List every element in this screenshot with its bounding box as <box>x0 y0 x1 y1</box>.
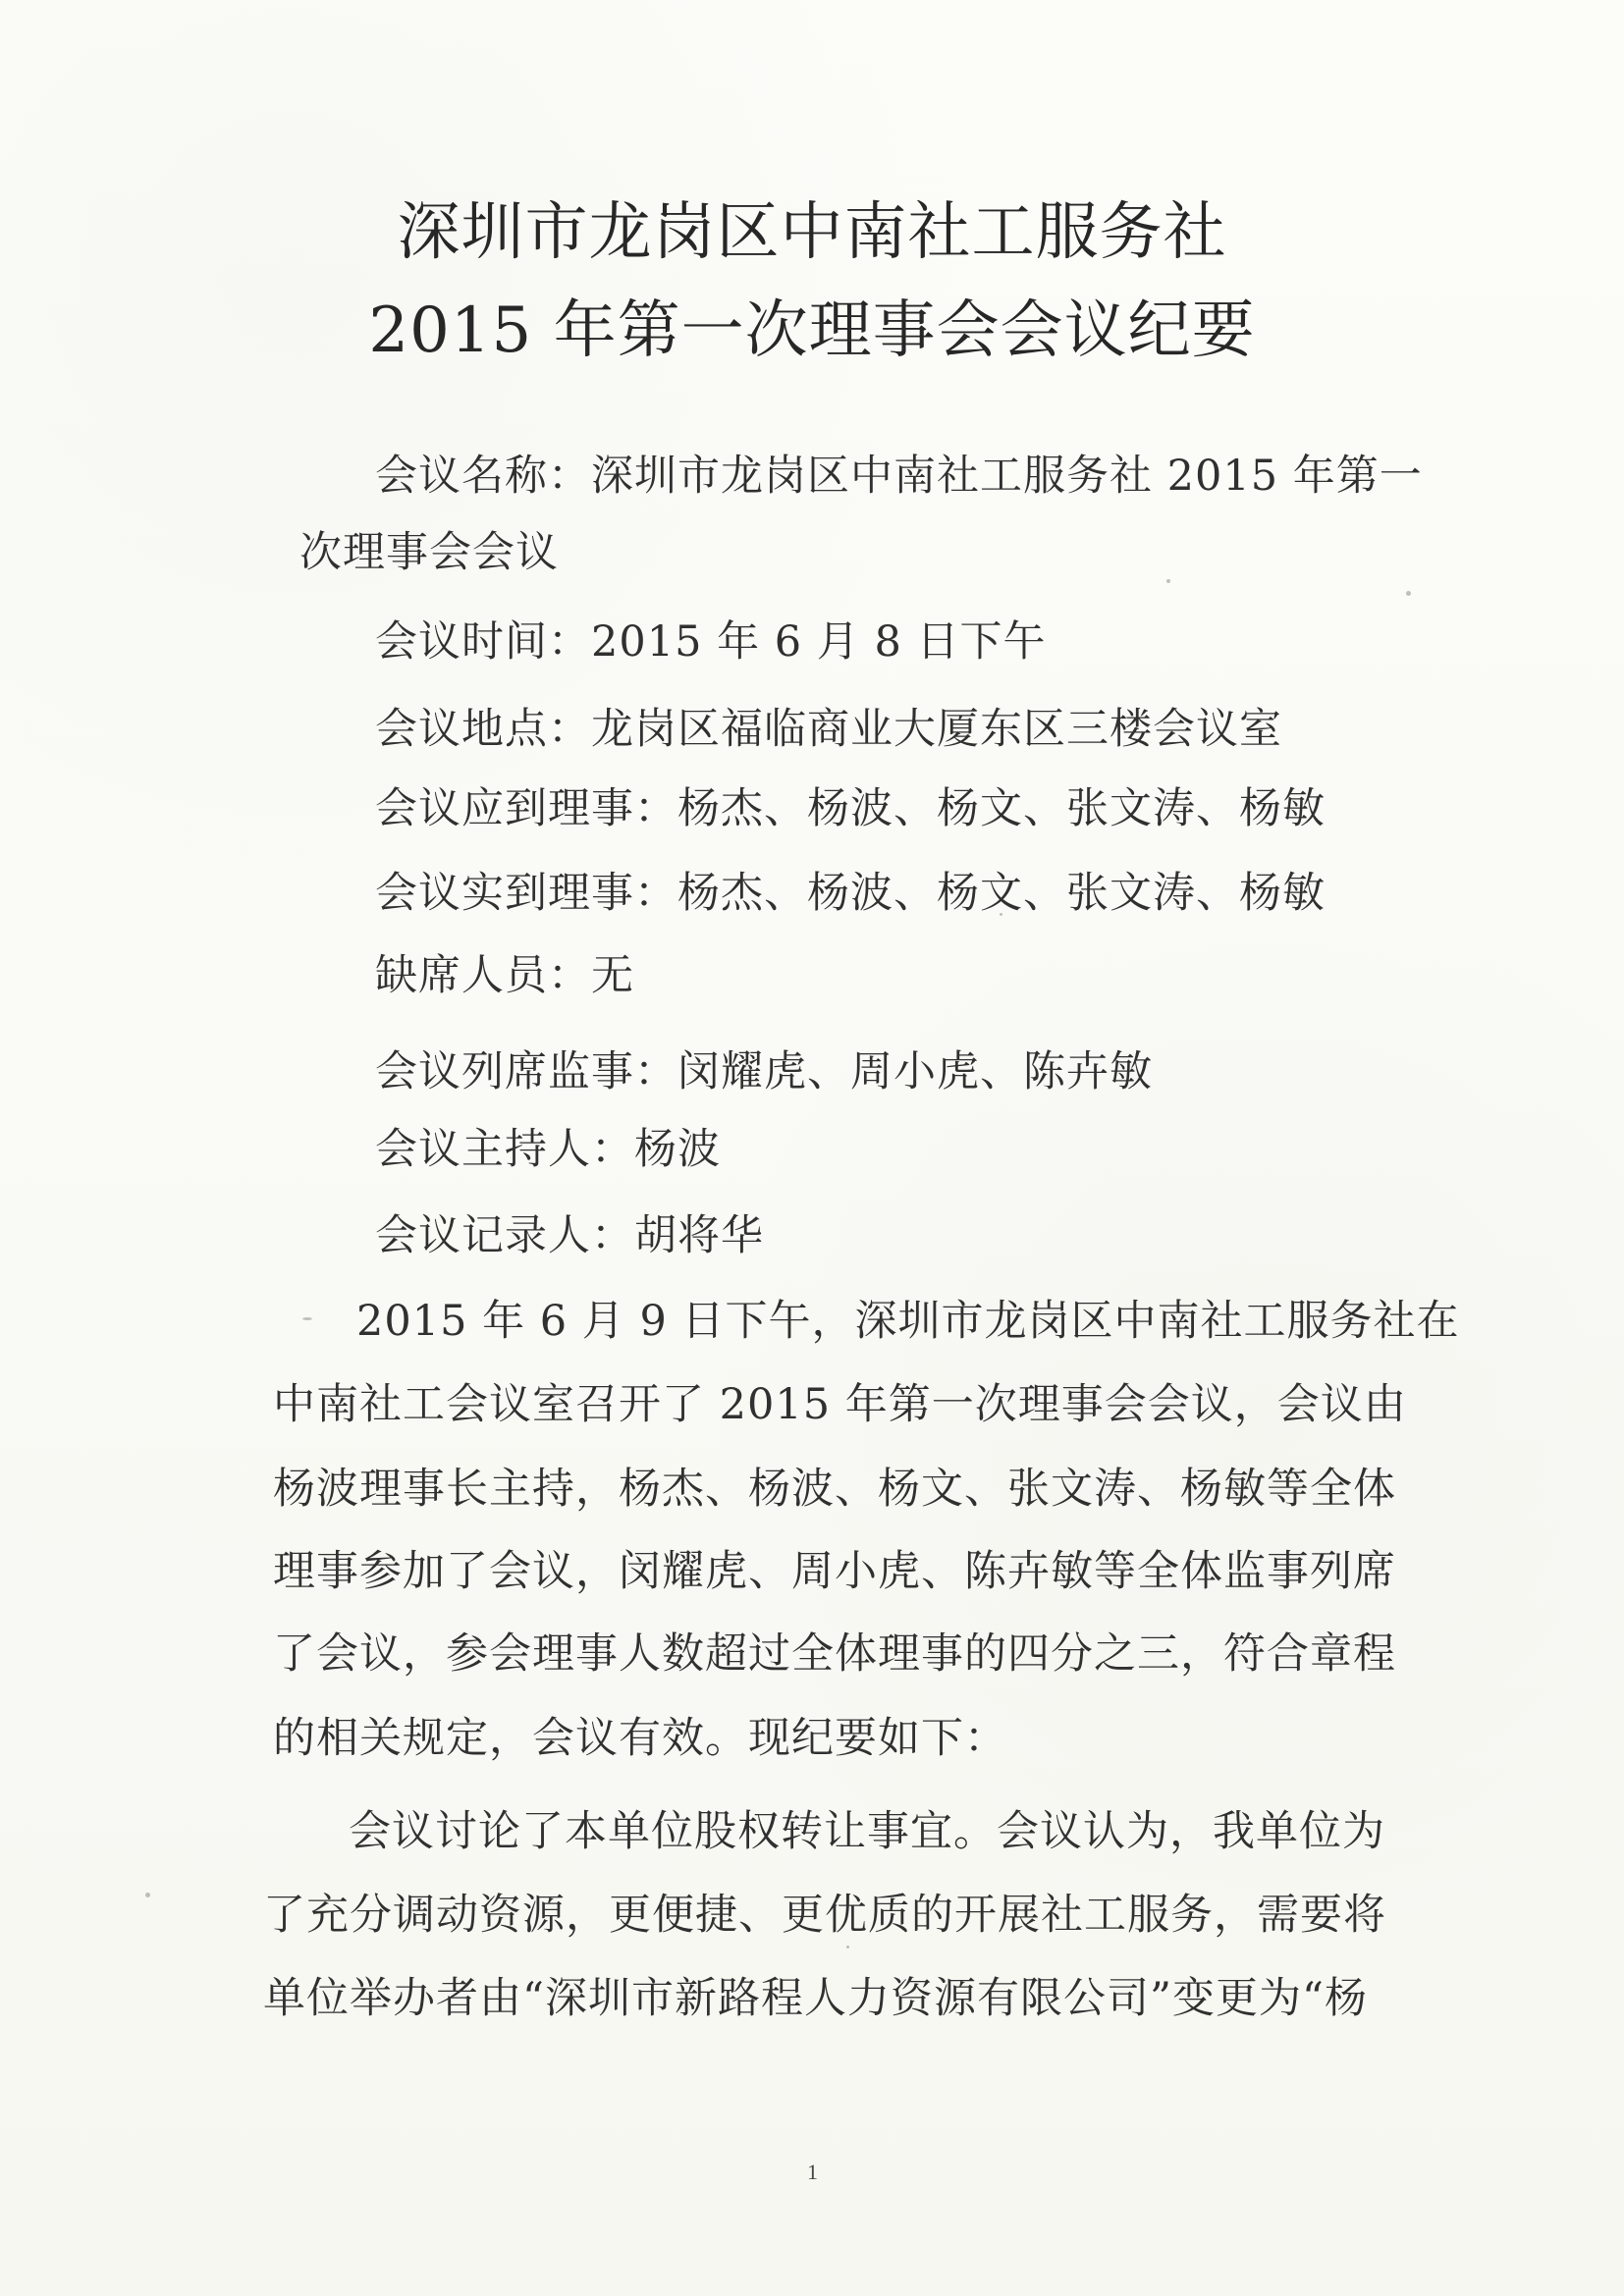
summary-paragraph-line: 2015 年 6 月 9 日下午，深圳市龙岗区中南社工服务社在 <box>356 1297 1460 1346</box>
summary-paragraph-line: 了会议，参会理事人数超过全体理事的四分之三，符合章程 <box>273 1629 1396 1679</box>
discussion-paragraph-line: 了充分调动资源，更便捷、更优质的开展社工服务，需要将 <box>263 1891 1386 1940</box>
summary-paragraph-line: 理事参加了会议，闵耀虎、周小虎、陈卉敏等全体监事列席 <box>273 1547 1396 1596</box>
scan-speck <box>1000 913 1002 916</box>
document-title-line-1: 深圳市龙岗区中南社工服务社 <box>397 196 1227 269</box>
meeting-name-continuation: 次理事会会议 <box>299 528 559 577</box>
scan-speck <box>1166 579 1170 583</box>
summary-paragraph-line: 中南社工会议室召开了 2015 年第一次理事会会议，会议由 <box>273 1380 1407 1429</box>
meeting-host-line: 会议主持人：杨波 <box>375 1125 721 1174</box>
attending-supervisors-line: 会议列席监事：闵耀虎、周小虎、陈卉敏 <box>375 1047 1153 1096</box>
page-number: 1 <box>807 2160 818 2184</box>
meeting-name-line: 会议名称：深圳市龙岗区中南社工服务社 2015 年第一 <box>375 452 1423 501</box>
meeting-time-line: 会议时间：2015 年 6 月 8 日下午 <box>375 617 1047 667</box>
discussion-paragraph-line: 单位举办者由“深圳市新路程人力资源有限公司”变更为“杨 <box>263 1974 1368 2023</box>
discussion-paragraph-line: 会议讨论了本单位股权转让事宜。会议认为，我单位为 <box>349 1807 1385 1856</box>
summary-paragraph-line: 杨波理事长主持，杨杰、杨波、杨文、张文涛、杨敏等全体 <box>273 1465 1396 1514</box>
present-directors-line: 会议实到理事：杨杰、杨波、杨文、张文涛、杨敏 <box>375 869 1326 918</box>
expected-directors-line: 会议应到理事：杨杰、杨波、杨文、张文涛、杨敏 <box>375 784 1326 833</box>
scan-speck <box>1406 591 1411 596</box>
document-title-line-2: 2015 年第一次理事会会议纪要 <box>368 294 1256 367</box>
scan-speck <box>145 1893 150 1897</box>
scan-speck <box>302 1317 312 1320</box>
scan-speck <box>846 1946 849 1949</box>
summary-paragraph-line: 的相关规定，会议有效。现纪要如下： <box>273 1714 1007 1763</box>
meeting-recorder-line: 会议记录人：胡将华 <box>375 1211 764 1260</box>
absent-members-line: 缺席人员：无 <box>375 951 634 1000</box>
meeting-place-line: 会议地点：龙岗区福临商业大厦东区三楼会议室 <box>375 705 1282 754</box>
